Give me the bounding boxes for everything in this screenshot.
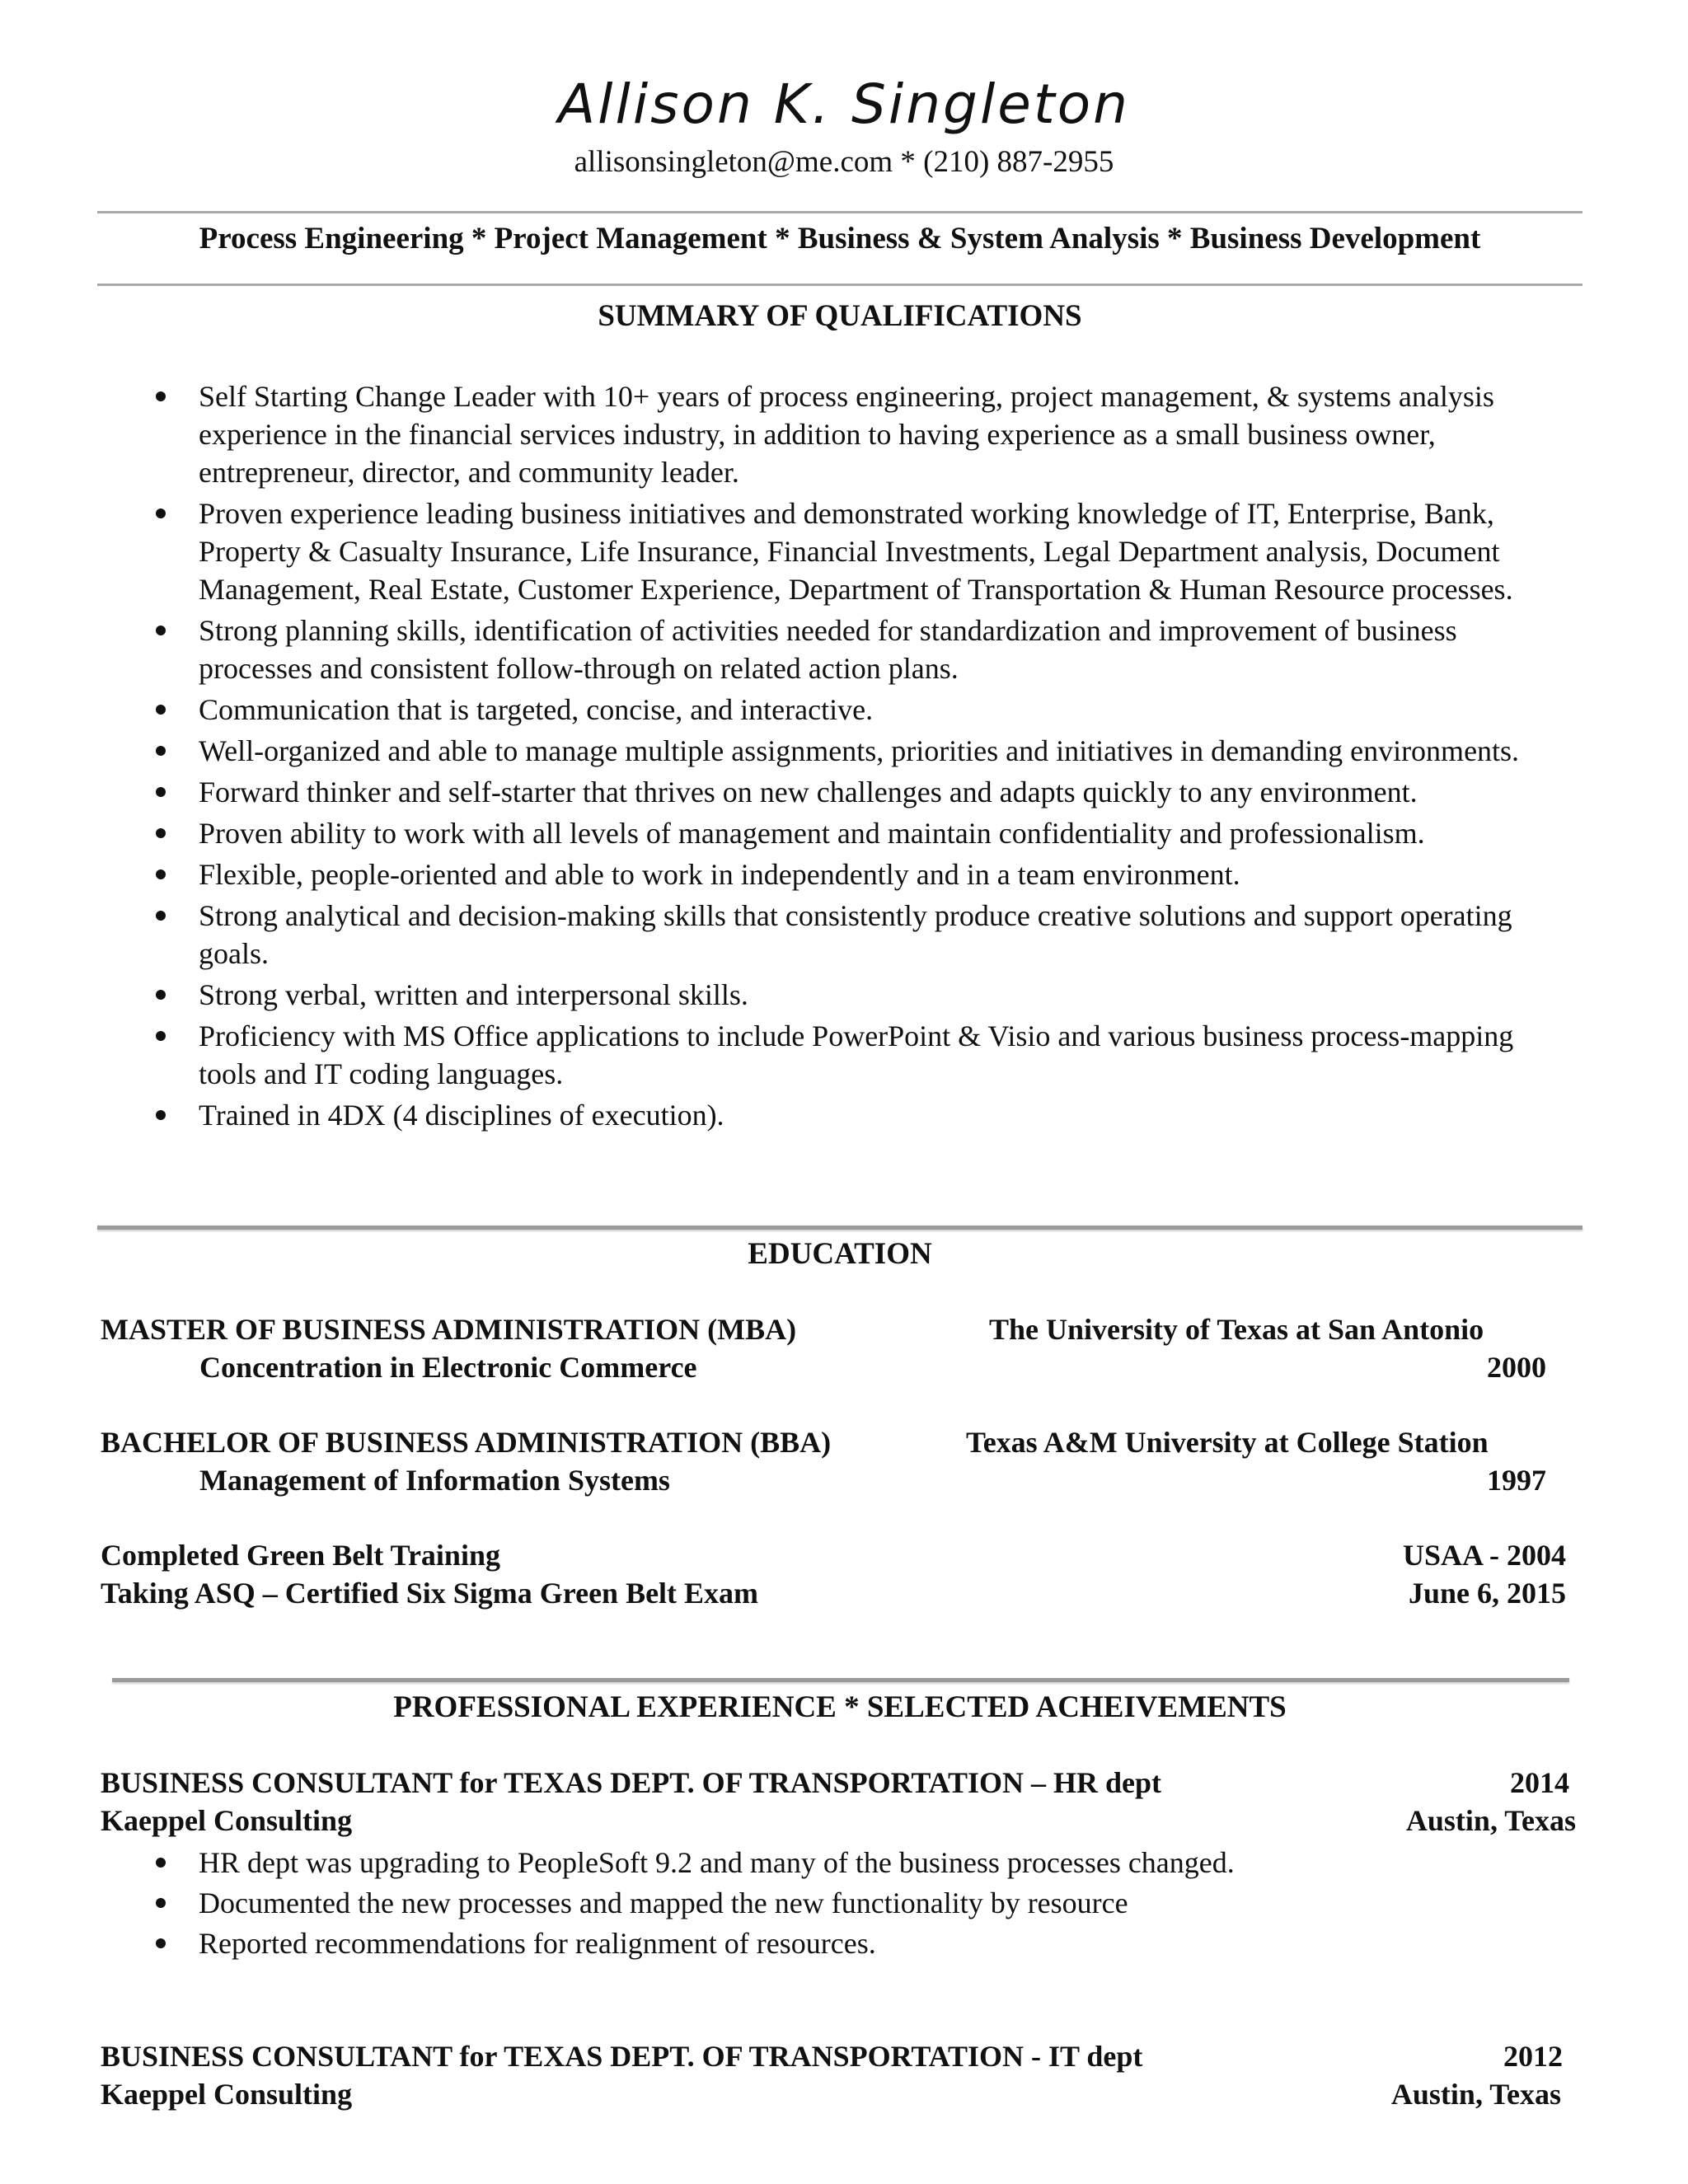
list-item: Forward thinker and self-starter that thrives on new challenges and adapts quickly to any environment. — [149, 773, 1550, 811]
divider — [97, 284, 1582, 286]
education-heading: EDUCATION — [748, 1237, 932, 1271]
divider — [97, 211, 1582, 213]
list-item: Trained in 4DX (4 disciplines of execution). — [149, 1096, 1550, 1134]
certification-name: Taking ASQ – Certified Six Sigma Green Belt Exam — [101, 1577, 759, 1610]
tagline: Process Engineering * Project Management * Business & System Analysis * Business Development — [199, 222, 1481, 255]
summary-heading: SUMMARY OF QUALIFICATIONS — [598, 299, 1082, 333]
job-title: BUSINESS CONSULTANT for TEXAS DEPT. OF TRANSPORTATION - IT dept — [101, 2040, 1143, 2073]
degree-detail-row — [101, 1463, 1576, 1499]
school-name: The University of Texas at San Antonio — [989, 1313, 1484, 1346]
degree-row — [101, 1425, 1576, 1461]
degree-concentration: Management of Information Systems — [199, 1464, 670, 1497]
job-bullets — [149, 1843, 1550, 1964]
job-company: Kaeppel Consulting — [101, 2078, 353, 2111]
list-item: Self Starting Change Leader with 10+ years of process engineering, project management, & systems analysis experience in the financial services industry, in addition to having experience as a small business owner, entrepreneur, director, and community leader. — [149, 377, 1550, 491]
list-item: Communication that is targeted, concise, and interactive. — [149, 691, 1550, 729]
divider — [97, 1226, 1582, 1230]
list-item: Flexible, people-oriented and able to work in independently and in a team environment. — [149, 855, 1550, 893]
degree-name: MASTER OF BUSINESS ADMINISTRATION (MBA) — [101, 1313, 797, 1346]
list-item: HR dept was upgrading to PeopleSoft 9.2 and many of the business processes changed. — [149, 1843, 1550, 1883]
list-item: Strong planning skills, identification of activities needed for standardization and improvement of business processes and consistent follow-through on related action plans. — [149, 612, 1550, 687]
list-item: Proficiency with MS Office applications to include PowerPoint & Visio and various business process-mapping tools and IT coding languages. — [149, 1017, 1550, 1093]
list-item: Documented the new processes and mapped the new functionality by resource — [149, 1883, 1550, 1924]
degree-name: BACHELOR OF BUSINESS ADMINISTRATION (BBA) — [101, 1426, 832, 1459]
degree-year: 1997 — [1487, 1464, 1546, 1497]
certification-detail: USAA - 2004 — [1402, 1539, 1566, 1572]
job-location: Austin, Texas — [1405, 1804, 1576, 1837]
degree-row — [101, 1312, 1576, 1348]
contact-line: allisonsingleton@me.com * (210) 887-2955 — [574, 145, 1114, 179]
job-company-row — [101, 2077, 1576, 2113]
list-item: Proven ability to work with all levels of management and maintain confidentiality and professionalism. — [149, 814, 1550, 852]
job-title-row — [101, 1765, 1576, 1802]
summary-list — [149, 377, 1550, 1137]
certification-row — [101, 1576, 1576, 1612]
divider — [112, 1678, 1569, 1682]
job-location: Austin, Texas — [1390, 2078, 1561, 2111]
job-year: 2014 — [1510, 1766, 1569, 1799]
list-item: Reported recommendations for realignment of resources. — [149, 1924, 1550, 1964]
certification-name: Completed Green Belt Training — [101, 1539, 500, 1572]
job-year: 2012 — [1503, 2040, 1563, 2073]
job-company-row — [101, 1803, 1576, 1840]
certification-detail: June 6, 2015 — [1408, 1577, 1566, 1610]
experience-heading: PROFESSIONAL EXPERIENCE * SELECTED ACHEIVEMENTS — [393, 1690, 1287, 1724]
list-item: Proven experience leading business initiatives and demonstrated working knowledge of IT, Enterprise, Bank, Property & Casualty Insurance, Life Insurance, Financial Investments, Legal Department analysis, Document Management, Real Estate, Customer Experience, Department of Transportation & Human Resource processes. — [149, 494, 1550, 608]
degree-year: 2000 — [1487, 1351, 1546, 1384]
degree-detail-row — [101, 1350, 1576, 1386]
list-item: Strong analytical and decision-making skills that consistently produce creative solutions and support operating goals. — [149, 897, 1550, 972]
list-item: Well-organized and able to manage multiple assignments, priorities and initiatives in demanding environments. — [149, 732, 1550, 770]
list-item: Strong verbal, written and interpersonal skills. — [149, 976, 1550, 1014]
certification-row — [101, 1538, 1576, 1574]
job-title-row — [101, 2039, 1576, 2075]
school-name: Texas A&M University at College Station — [966, 1426, 1489, 1459]
candidate-name: Allison K. Singleton — [558, 73, 1130, 136]
degree-concentration: Concentration in Electronic Commerce — [199, 1351, 697, 1384]
job-title: BUSINESS CONSULTANT for TEXAS DEPT. OF TRANSPORTATION – HR dept — [101, 1766, 1162, 1799]
job-company: Kaeppel Consulting — [101, 1804, 353, 1837]
